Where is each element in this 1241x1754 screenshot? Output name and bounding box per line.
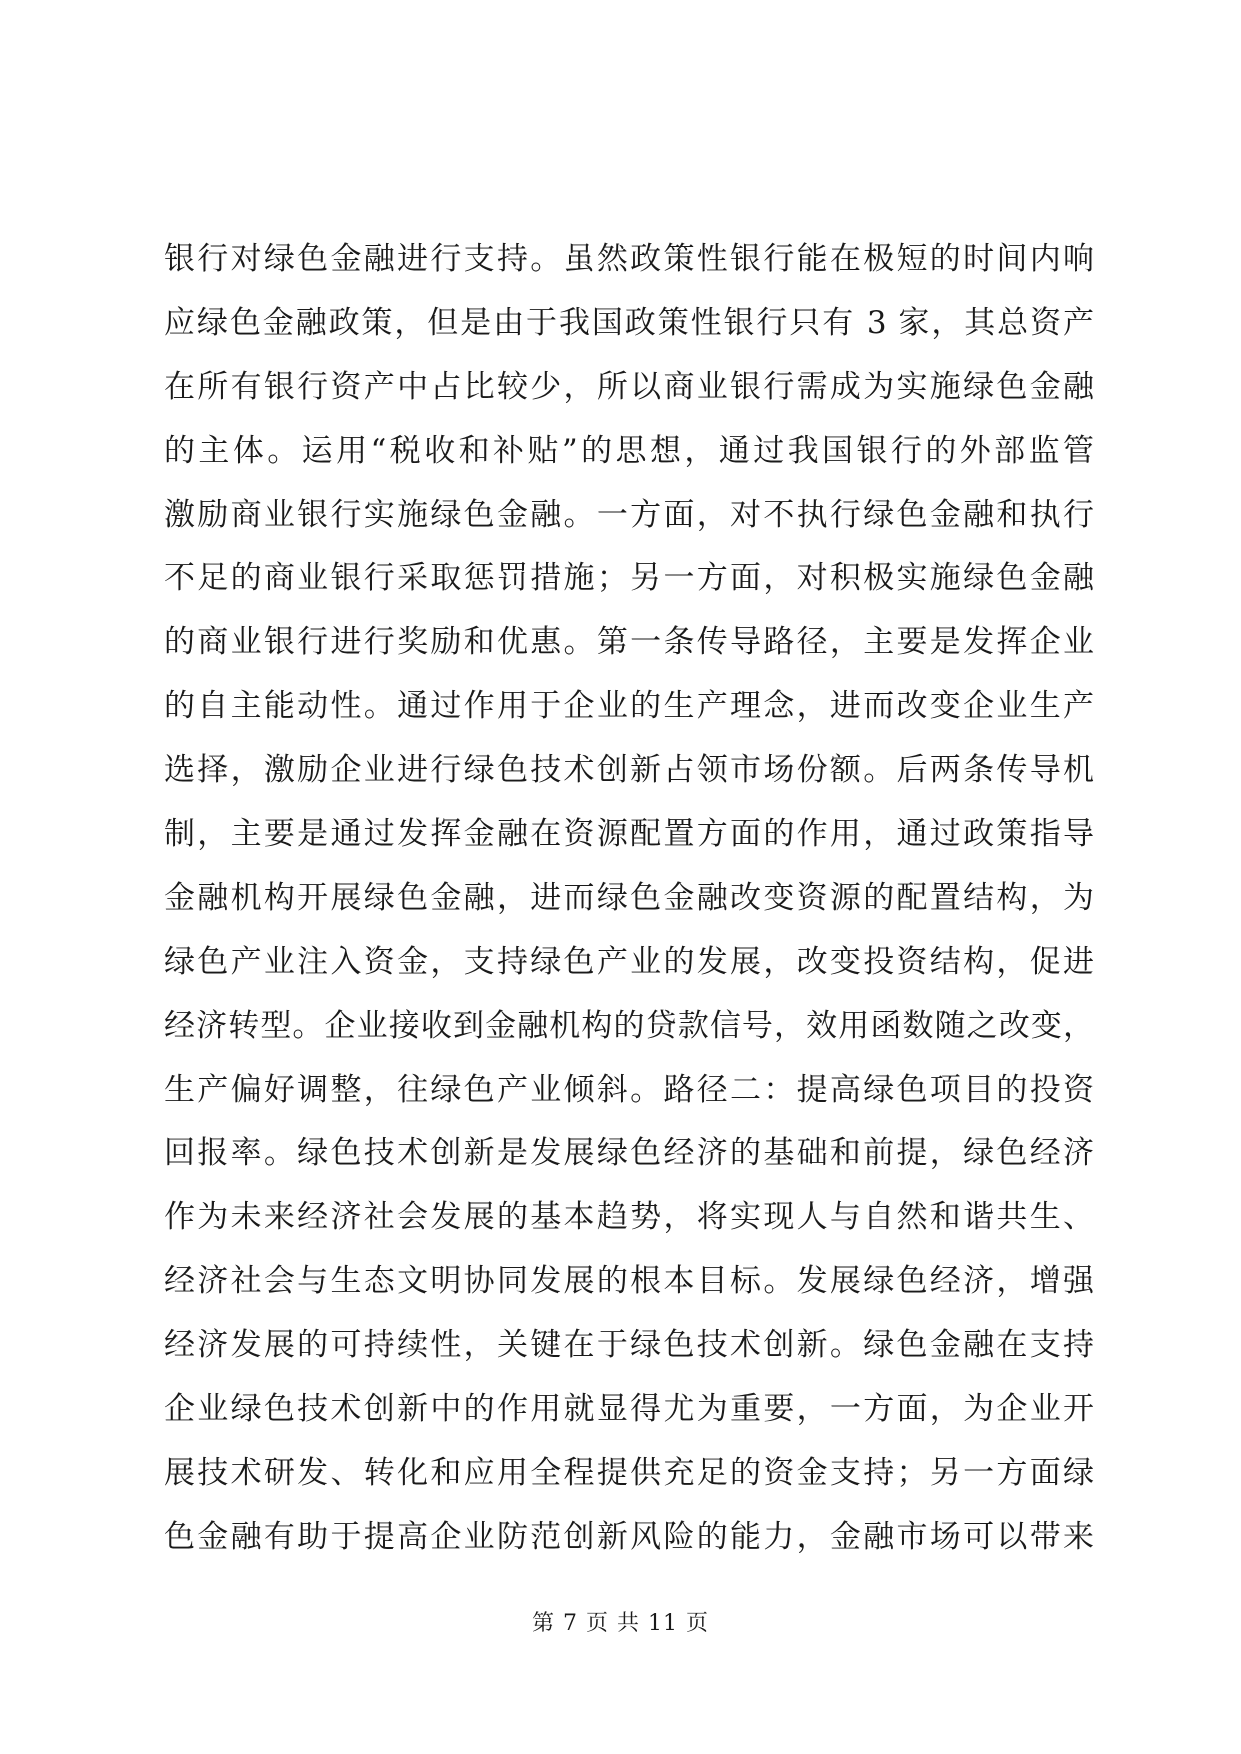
text-line: 色金融有助于提高企业防范创新风险的能力，金融市场可以带来 <box>164 1518 1094 1555</box>
text-line: 选择，激励企业进行绿色技术创新占领市场份额。后两条传导机 <box>164 752 1094 789</box>
text-line: 生产偏好调整，往绿色产业倾斜。路径二：提高绿色项目的投资 <box>164 1071 1094 1108</box>
text-line: 展技术研发、转化和应用全程提供充足的资金支持；另一方面绿 <box>164 1454 1094 1491</box>
text-line: 经济发展的可持续性，关键在于绿色技术创新。绿色金融在支持 <box>164 1327 1094 1364</box>
text-line: 制，主要是通过发挥金融在资源配置方面的作用，通过政策指导 <box>164 816 1094 853</box>
text-line: 在所有银行资产中占比较少，所以商业银行需成为实施绿色金融 <box>164 368 1094 405</box>
text-line: 银行对绿色金融进行支持。虽然政策性银行能在极短的时间内响 <box>164 241 1094 277</box>
body-text <box>164 228 1094 1570</box>
text-line: 的主体。运用“税收和补贴”的思想，通过我国银行的外部监管 <box>164 432 1094 469</box>
text-line: 绿色产业注入资金，支持绿色产业的发展，改变投资结构，促进 <box>164 943 1094 980</box>
text-line: 金融机构开展绿色金融，进而绿色金融改变资源的配置结构，为 <box>164 879 1094 916</box>
text-line: 作为未来经济社会发展的基本趋势，将实现人与自然和谐共生、 <box>164 1199 1094 1236</box>
text-line: 应绿色金融政策，但是由于我国政策性银行只有 3 家，其总资产 <box>164 304 1094 341</box>
text-line: 经济转型。企业接收到金融机构的贷款信号，效用函数随之改变， <box>164 1007 1094 1044</box>
text-line: 经济社会与生态文明协同发展的根本目标。发展绿色经济，增强 <box>164 1263 1094 1300</box>
text-line: 激励商业银行实施绿色金融。一方面，对不执行绿色金融和执行 <box>164 496 1094 533</box>
text-line: 的自主能动性。通过作用于企业的生产理念，进而改变企业生产 <box>164 688 1094 725</box>
text-line: 不足的商业银行采取惩罚措施；另一方面，对积极实施绿色金融 <box>164 560 1094 597</box>
text-line: 的商业银行进行奖励和优惠。第一条传导路径，主要是发挥企业 <box>164 624 1094 661</box>
text-line: 企业绿色技术创新中的作用就显得尤为重要，一方面，为企业开 <box>164 1391 1094 1428</box>
page-number-footer: 第 7 页 共 11 页 <box>532 1611 709 1636</box>
text-line: 回报率。绿色技术创新是发展绿色经济的基础和前提，绿色经济 <box>164 1135 1094 1172</box>
